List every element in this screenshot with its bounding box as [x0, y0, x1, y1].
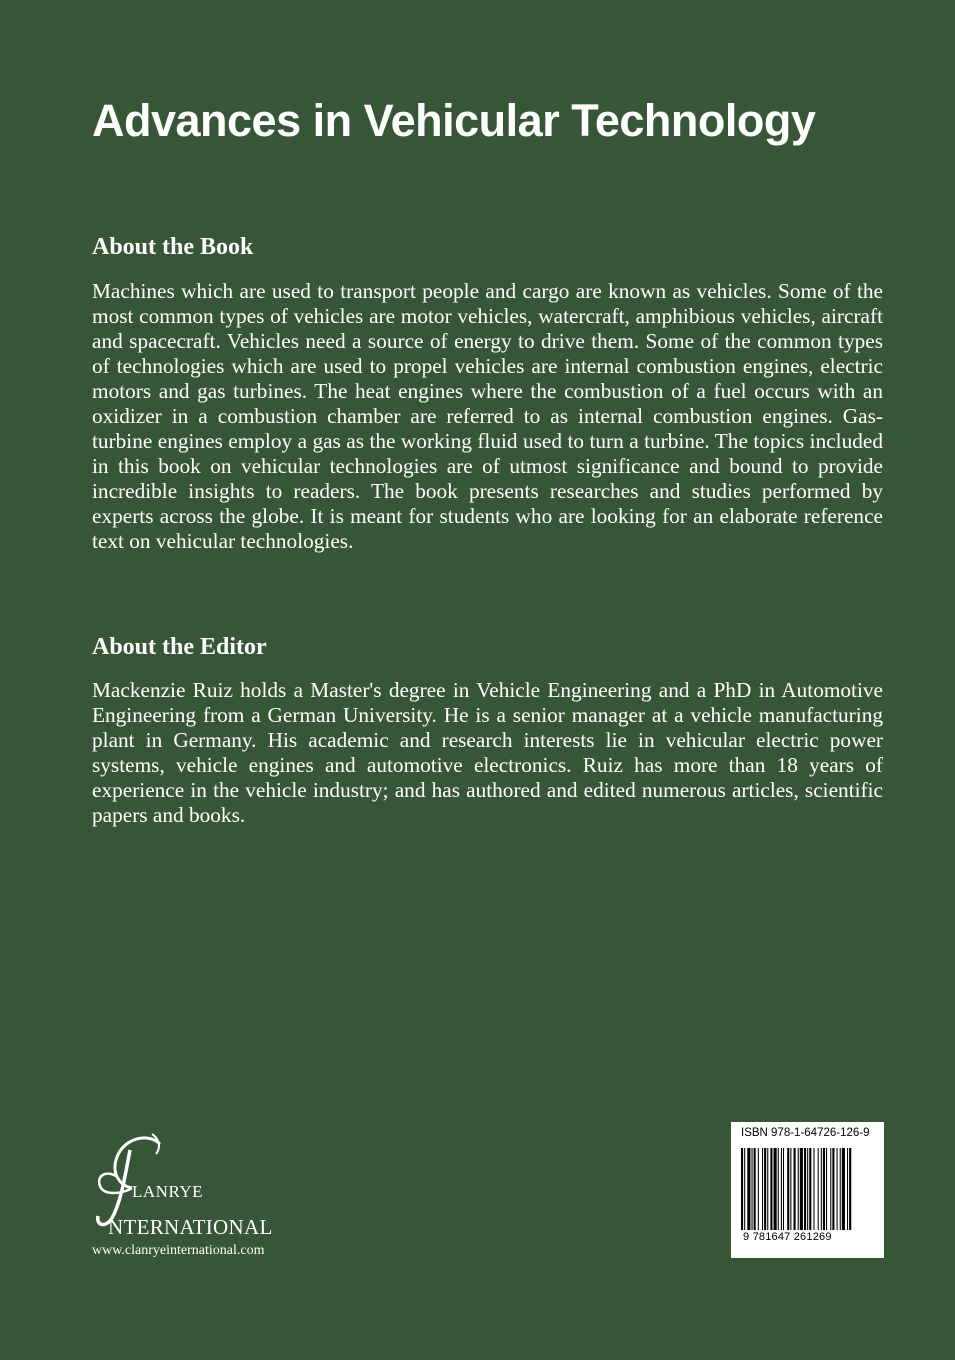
barcode-bar	[809, 1148, 811, 1230]
barcode-bar	[770, 1148, 772, 1230]
barcode-bar	[804, 1148, 806, 1230]
barcode-bar	[807, 1148, 808, 1230]
barcode-bar	[794, 1148, 796, 1230]
barcode-bar	[744, 1148, 745, 1230]
barcode-bar	[758, 1148, 759, 1230]
barcode-bars	[741, 1148, 874, 1232]
book-title: Advances in Vehicular Technology	[92, 95, 816, 146]
barcode-bar	[752, 1148, 753, 1230]
barcode-bar	[754, 1148, 756, 1230]
about-book-text: Machines which are used to transport people and cargo are known as vehicles. Some of the most common types of vehicles are motor vehicles, watercraft, amphibious vehicles, aircraft and spacecraft. Vehicles need a source of energy to drive them. Some of the common types of technologies which are used to propel vehicles are internal combustion engines, electric motors and gas turbines. The heat engines where the combustion of a fuel occurs with an oxidizer in a combustion chamber are referred to as internal combustion engines. Gas-turbine engines employ a gas as the working fluid used to turn a turbine. The topics included in this book on vehicular technologies are of utmost significance and bound to provide incredible insights to readers. The book presents researches and studies performed by experts across the globe. It is meant for students who are looking for an elaborate reference text on vehicular technologies.	[92, 279, 883, 553]
barcode-bar	[747, 1148, 750, 1230]
publisher-name-line2: NTERNATIONAL	[108, 1215, 273, 1239]
barcode-digits: 9 781647 261269	[743, 1231, 832, 1243]
barcode-bar	[798, 1148, 799, 1230]
barcode-bar	[821, 1148, 822, 1230]
barcode-bar	[783, 1148, 784, 1230]
about-editor-text: Mackenzie Ruiz holds a Master's degree in Vehicle Engineering and a PhD in Automotive Engineering from a German University. He is a senior manager at a vehicle manufacturing plant in Germany. His academic and research interests lie in vehicular electric power systems, vehicle engines and automotive electronics. Ruiz has more than 18 years of experience in the vehicle industry; and has authored and edited numerous articles, scientific papers and books.	[92, 678, 883, 827]
publisher-logo	[92, 1130, 322, 1265]
publisher-name-line1: LANRYE	[132, 1182, 203, 1201]
barcode-bar	[832, 1148, 834, 1230]
barcode-bar	[774, 1148, 777, 1230]
barcode-bar	[818, 1148, 819, 1230]
barcode-bar	[826, 1148, 827, 1230]
barcode-bar	[830, 1148, 831, 1230]
barcode-bar	[813, 1148, 814, 1230]
isbn-barcode	[731, 1122, 884, 1258]
barcode-bar	[781, 1148, 782, 1230]
barcode-bar	[790, 1148, 791, 1230]
barcode-bar	[787, 1148, 789, 1230]
barcode-bar	[762, 1148, 763, 1230]
barcode-bar	[849, 1148, 851, 1230]
barcode-bar	[837, 1148, 838, 1230]
about-editor-heading: About the Editor	[92, 634, 267, 660]
barcode-bar	[800, 1148, 803, 1230]
barcode-bar	[764, 1148, 766, 1230]
barcode-bar	[840, 1148, 841, 1230]
barcode-bar	[767, 1148, 768, 1230]
barcode-bar	[842, 1148, 845, 1230]
barcode-bar	[847, 1148, 848, 1230]
isbn-label: ISBN 978-1-64726-126-9	[741, 1127, 870, 1139]
barcode-bar	[823, 1148, 825, 1230]
publisher-url: www.clanryeinternational.com	[92, 1243, 265, 1258]
barcode-bar	[741, 1148, 743, 1230]
barcode-bar	[778, 1148, 779, 1230]
about-book-heading: About the Book	[92, 234, 254, 260]
